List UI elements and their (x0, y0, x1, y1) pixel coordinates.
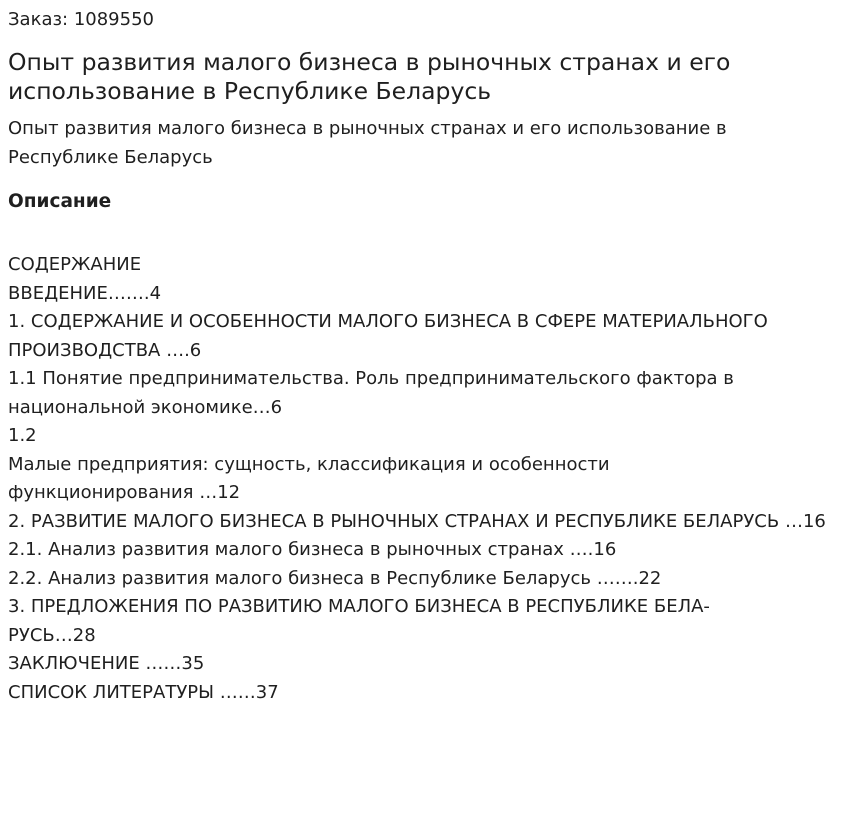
description-heading: Описание (8, 191, 112, 212)
toc-item: ВВЕДЕНИЕ…….4 (8, 282, 162, 304)
toc-item: 2.2. Анализ развития малого бизнеса в Республике Беларусь …….22 (8, 567, 662, 589)
toc-item: СПИСОК ЛИТЕРАТУРЫ ……37 (8, 681, 279, 703)
toc-item: Малые предприятия: сущность, классификация и особенности функционирования …12 (8, 453, 610, 503)
toc-item: 3. ПРЕДЛОЖЕНИЯ ПО РАЗВИТИЮ МАЛОГО БИЗНЕСА В РЕСПУБЛИКЕ БЕЛА-РУСЬ…28 (8, 596, 710, 646)
toc-heading: СОДЕРЖАНИЕ (8, 254, 142, 275)
table-of-contents (8, 251, 839, 707)
toc-item: 1.1 Понятие предпринимательства. Роль предпринимательского фактора в национальной экономике…6 (8, 368, 734, 418)
page-title: Опыт развития малого бизнеса в рыночных странах и его использование в Республике Беларусь (8, 48, 731, 105)
toc-item: 1. СОДЕРЖАНИЕ И ОСОБЕННОСТИ МАЛОГО БИЗНЕСА В СФЕРЕ МАТЕРИАЛЬНОГО ПРОИЗВОДСТВА ….6 (8, 311, 768, 361)
toc-item: 2.1. Анализ развития малого бизнеса в рыночных странах ….16 (8, 539, 617, 560)
toc-item: 2. РАЗВИТИЕ МАЛОГО БИЗНЕСА В РЫНОЧНЫХ СТРАНАХ И РЕСПУБЛИКЕ БЕЛАРУСЬ …16 (8, 510, 826, 532)
toc-item: 1.2 (8, 425, 37, 446)
toc-item: ЗАКЛЮЧЕНИЕ ……35 (8, 653, 205, 674)
page-subtitle: Опыт развития малого бизнеса в рыночных странах и его использование в Республике Беларусь (8, 118, 727, 168)
order-number: Заказ: 1089550 (8, 9, 154, 30)
